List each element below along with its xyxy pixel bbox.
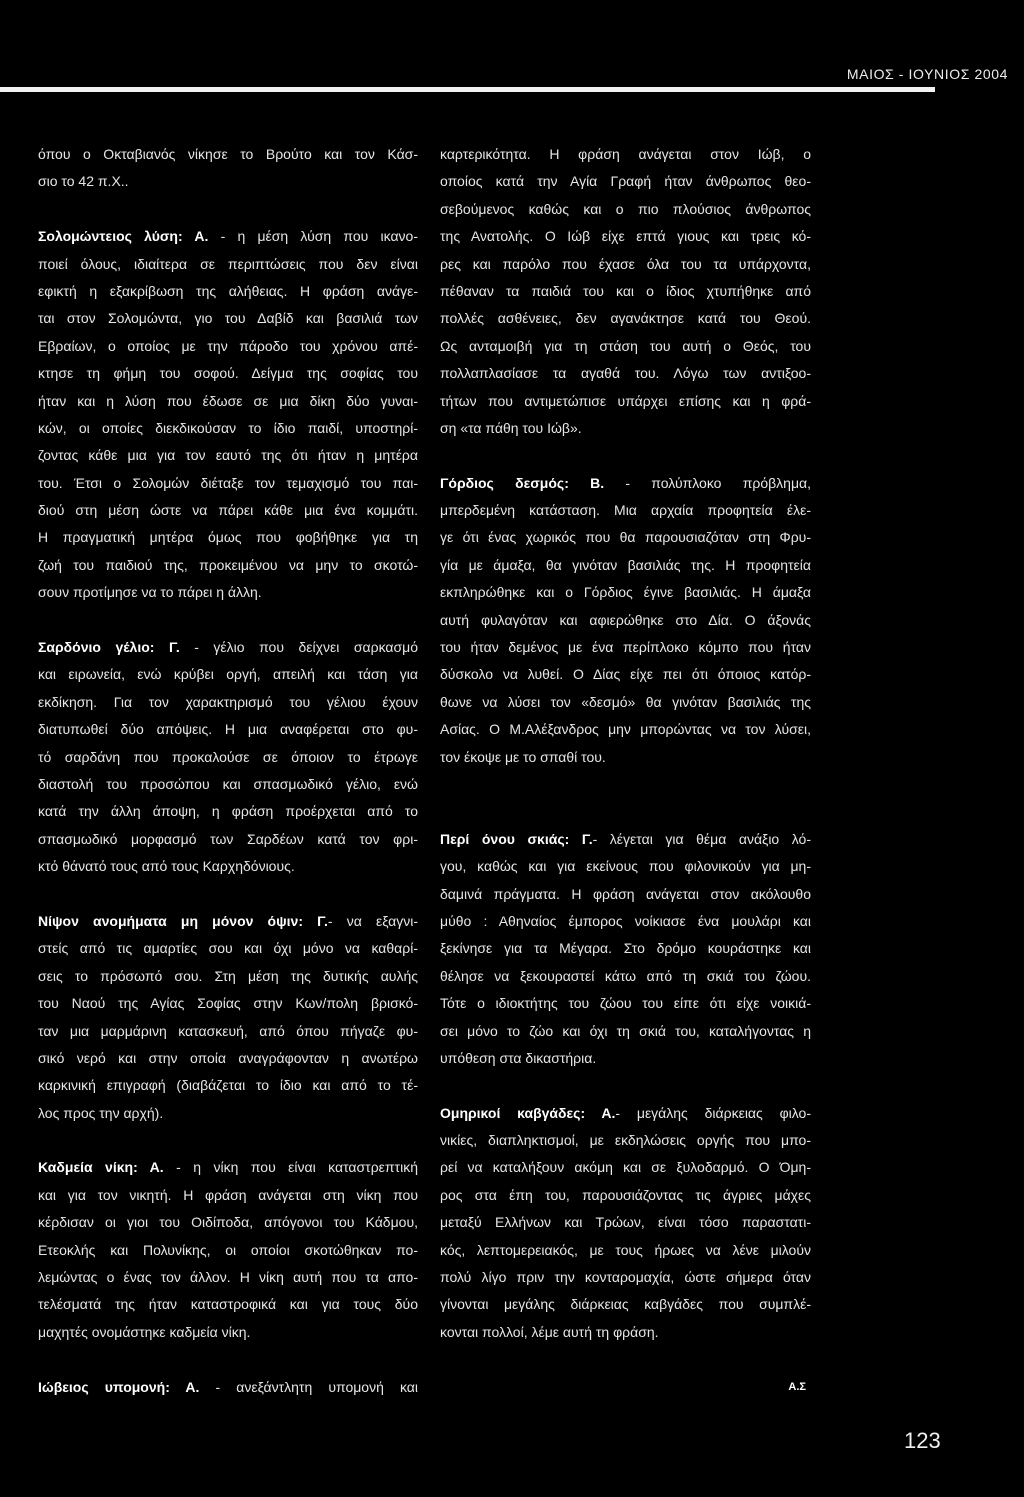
text-line: γου, καθώς και για εκείνους που φιλονικούν για μη- — [440, 858, 811, 875]
text-line — [38, 908, 418, 935]
text-line: ξεκίνησε για τα Μέγαρα. Στο δρόμο κουράστηκε και — [440, 940, 811, 957]
text-line: θωνε να λύσει τον «δεσμό» θα γινόταν βασιλιάς της — [440, 693, 811, 710]
entry-term: Ομηρικοί καβγάδες: Α. — [440, 1104, 616, 1121]
text-line: λεμώντας ο ένας τον άλλον. Η νίκη αυτή που τα απο- — [38, 1269, 418, 1286]
text-line: κτό θάνατό τους από τους Καρχηδόνιους. — [38, 858, 295, 875]
text-line: ταν μια μαρμάρινη κατασκευή, από όπου πήγαζε φυ- — [38, 1022, 418, 1039]
entry-text: - γέλιο που δείχνει σαρκασμό — [179, 639, 418, 656]
text-line: εκπληρώθηκε και ο Γόρδιος έγινε βασιλιάς. Η άμαξα — [440, 584, 811, 601]
text-line: Εβραίων, ο οποίος με την πάροδο του χρόνου απέ- — [38, 337, 418, 354]
text-line — [440, 826, 811, 853]
text-line: και ειρωνεία, ενώ κρύβει οργή, απειλή και τάση για — [38, 666, 418, 683]
text-line: Τότε ο ιδιοκτήτης του ζώου του είπε ότι είχε νοικιά- — [440, 995, 811, 1012]
text-line: ται στον Σολομώντα, γιο του Δαβίδ και βασιλιά των — [38, 310, 418, 327]
entry-term: Σολομώντειος λύση: Α. — [38, 228, 209, 245]
text-line: ποιεί όλους, ιδιαίτερα σε περιπτώσεις που δεν είναι — [38, 255, 418, 272]
text-line: πολύ λίγο πριν την κονταρομαχία, ώστε σήμερα όταν — [440, 1269, 811, 1286]
text-line: κατά την άλλη άποψη, η φράση προέρχεται από το — [38, 803, 418, 820]
text-line: ζωή του παιδιού της, προκειμένου να μην το σκοτώ- — [38, 556, 418, 573]
text-line: ρεί να καταλήξουν ακόμη και σε ξυλοδαρμό. Ο Όμη- — [440, 1159, 811, 1176]
text-line: τον έκοψε με το σπαθί του. — [440, 748, 606, 765]
text-line — [38, 1154, 418, 1181]
entry-gordios-desmos — [440, 470, 811, 771]
right-column — [440, 141, 811, 1401]
text-line: πολλαπλασίασε τα αγαθά του. Λόγω των αντιξοο- — [440, 365, 811, 382]
text-line: πέθαναν τα παιδιά του και ο ίδιος χτυπήθηκε από — [440, 282, 811, 299]
text-line: σεις το πρόσωπό σου. Στη μέση της δυτικής αυλής — [38, 967, 418, 984]
issue-date: ΜΑΙΟΣ - ΙΟΥΝΙΟΣ 2004 — [846, 66, 1008, 82]
entry-text: - να εξαγνι- — [327, 912, 418, 929]
entry-ioveios-ypomoni — [38, 1374, 418, 1401]
entry-term: Περί όνου σκιάς: Γ. — [440, 830, 593, 847]
text-line: μπερδεμένη κατάσταση. Μια αρχαία προφητεία έλε- — [440, 502, 811, 519]
text-line: τήτων που αντιμετώπισε υπάρχει επίσης και η φρά- — [440, 392, 811, 409]
text-line: ρος στα έπη του, παρουσιάζοντας τις άγριες μάχες — [440, 1186, 811, 1203]
text-line: μύθο : Αθηναίος έμπορος νοίκιασε ένα μουλάρι και — [440, 912, 811, 929]
text-line: διού στη μέση ώστε να πάρει κάθε μια ένα κομμάτι. — [38, 502, 418, 519]
text-line: του ήταν δεμένος με ένα περίπλοκο κόμπο που ήταν — [440, 639, 811, 656]
text-line: κός, λεπτομερειακός, με τους ήρωες να λένε μιλούν — [440, 1241, 811, 1258]
entry-term: Καδμεία νίκη: Α. — [38, 1159, 164, 1176]
text-line: του Ναού της Αγίας Σοφίας στην Κων/πολη βρισκό- — [38, 995, 418, 1012]
text-line: λος προς την αρχή). — [38, 1104, 164, 1121]
text-line: κτησε τη φήμη του σοφού. Δείγμα της σοφίας του — [38, 365, 418, 382]
text-line: Η πραγματική μητέρα όμως που φοβήθηκε για τη — [38, 529, 418, 546]
text-line: τό σαρδάνη που προκαλούσε σε όποιον το έτρωγε — [38, 748, 418, 765]
text-line: δύσκολο να λυθεί. Ο Δίας είχε πει ότι όποιος κατόρ- — [440, 666, 811, 683]
text-line: γε ότι ένας χωρικός που θα παρουσιαζόταν στη Φρυ- — [440, 529, 811, 546]
entry-term: Νίψον ανομήματα μη μόνον όψιν: Γ. — [38, 912, 328, 929]
text-line: κών, οι οποίες διεκδικούσαν το ίδιο παιδί, υποστηρί- — [38, 419, 418, 436]
entry-text: - ανεξάντλητη υπομονή και — [199, 1378, 418, 1395]
text-line — [440, 470, 811, 497]
text-line: κονται πολλοί, λέμε αυτή τη φράση. — [440, 1323, 659, 1340]
text-line: στείς από τις αμαρτίες σου και όχι μόνο να καθαρί- — [38, 940, 418, 957]
text-line: Ασίας. Ο Μ.Αλέξανδρος μην μπορώντας να τον λύσει, — [440, 721, 811, 738]
header-rule — [0, 87, 935, 92]
text-line: σεβούμενος καθώς και ο πιο πλούσιος άνθρωπος — [440, 200, 811, 217]
entry-sardonio-gelio — [38, 634, 418, 881]
text-line: καρτερικότητα. Η φράση ανάγεται στον Ιώβ, ο — [440, 146, 811, 162]
entry-term: Σαρδόνιο γέλιο: Γ. — [38, 639, 180, 656]
entry-text: - πολύπλοκο πρόβλημα, — [604, 474, 811, 491]
text-line: του. Έτσι ο Σολομών διέταξε τον τεμαχισμό του παι- — [38, 474, 418, 491]
text-line: δαμινά πράγματα. Η φράση ανάγεται στον ακόλουθο — [440, 885, 811, 902]
entry-text: - λέγεται για θέμα ανάξιο λό- — [592, 830, 811, 847]
text-line: σικό νερό και στην οποία αναγράφονταν η ανωτέρω — [38, 1049, 418, 1066]
author-initials: Α.Σ — [788, 1380, 806, 1393]
entry-text: - η μέση λύση που ικανο- — [208, 228, 418, 245]
text-line: ήταν και η λύση που έδωσε σε μια δίκη δύο γυναι- — [38, 392, 418, 409]
text-line: οποίος κατά την Αγία Γραφή ήταν άνθρωπος θεο- — [440, 173, 811, 190]
text-line: κέρδισαν οι γιοι του Οιδίποδα, απόγονοι του Κάδμου, — [38, 1214, 418, 1231]
entry-solomonteios-lysi — [38, 223, 418, 606]
entry-ioveios-ypomoni-continuation — [440, 141, 811, 442]
text-line: και για τον νικητή. Η φράση ανάγεται στη νίκη που — [38, 1186, 418, 1203]
text-line: εφικτή η εξακρίβωση της αλήθειας. Η φράση ανάγε- — [38, 282, 418, 299]
entry-text: - η νίκη που είναι καταστρεπτική — [163, 1159, 418, 1176]
text-line — [38, 1374, 418, 1401]
text-line: γία με άμαξα, θα γινόταν βασιλιάς της. Η προφητεία — [440, 556, 811, 573]
text-line — [440, 1100, 811, 1127]
entry-peri-onou-skias — [440, 826, 811, 1073]
text-line: Ετεοκλής και Πολυνίκης, οι οποίοι σκοτώθηκαν πο- — [38, 1241, 418, 1258]
text-line: της Ανατολής. Ο Ιώβ είχε επτά γιους και τρεις κό- — [440, 228, 811, 245]
text-line: σουν προτίμησε να το πάρει η άλλη. — [38, 584, 262, 601]
text-line: ρες και παρόλο που έχασε όλα του τα υπάρχοντα, — [440, 255, 811, 272]
entry-nipson-anomimata — [38, 908, 418, 1127]
entry-term: Γόρδιος δεσμός: Β. — [440, 474, 605, 491]
text-line: διαστολή του προσώπου και σπασμωδικό γέλιο, ενώ — [38, 775, 418, 792]
text-line — [38, 634, 418, 661]
page-number: 123 — [904, 1428, 941, 1453]
entry-kadmeia-niki — [38, 1154, 418, 1346]
text-line: ζοντας κάθε μια για τον εαυτό της ότι ήταν η μητέρα — [38, 447, 418, 464]
text-line: καρκινική επιγραφή (διαβάζεται το ίδιο και από το τέ- — [38, 1077, 418, 1094]
text-line: μεταξύ Ελλήνων και Τρώων, είναι τόσο παραστατι- — [440, 1214, 811, 1231]
text-line: ση «τα πάθη του Ιώβ». — [440, 419, 582, 436]
text-line: υπόθεση στα δικαστήρια. — [440, 1049, 597, 1066]
entry-omirikoi-kavgades — [440, 1100, 811, 1347]
text-line: διατυπωθεί δύο απόψεις. Η μια αναφέρεται στο φυ- — [38, 721, 418, 738]
entry-text: - μεγάλης διάρκειας φιλο- — [615, 1104, 811, 1121]
text-line: εκδίκηση. Για τον χαρακτηρισμό του γέλιου έχουν — [38, 693, 418, 710]
text-line: πολλές ασθένειες, δεν αγανάκτησε κατά του Θεού. — [440, 310, 811, 327]
text-line: αυτή φυλαγόταν και αφιερώθηκε στο Δία. Ο άξονάς — [440, 611, 811, 628]
text-line: μαχητές ονομάστηκε καδμεία νίκη. — [38, 1323, 251, 1340]
text-line: νικίες, διαπληκτισμοί, με εκδηλώσεις οργής που μπο- — [440, 1132, 811, 1149]
text-line: γίνονται μεγάλης διάρκειας καβγάδες που συμπλέ- — [440, 1296, 811, 1313]
text-line: όπου ο Οκταβιανός νίκησε το Βρούτο και τον Κάσ- — [38, 146, 418, 162]
intro-continuation — [38, 141, 418, 196]
text-line: σπασμωδικό μορφασμό των Σαρδέων κατά τον φρι- — [38, 830, 418, 847]
text-line: σει μόνο το ζώο και όχι τη σκιά του, καταλήγοντας η — [440, 1022, 811, 1039]
text-line — [38, 223, 418, 250]
text-line: Ως ανταμοιβή για τη στάση του αυτή ο Θεός, του — [440, 337, 811, 354]
text-line: τελέσματά της ήταν καταστροφικά και για τους δύο — [38, 1296, 418, 1313]
text-line: σιο το 42 π.Χ.. — [38, 173, 129, 190]
left-column — [38, 141, 418, 1401]
text-line: θέλησε να ξεκουραστεί κάτω από τη σκιά του ζώου. — [440, 967, 811, 984]
entry-term: Ιώβειος υπομονή: Α. — [38, 1378, 200, 1395]
